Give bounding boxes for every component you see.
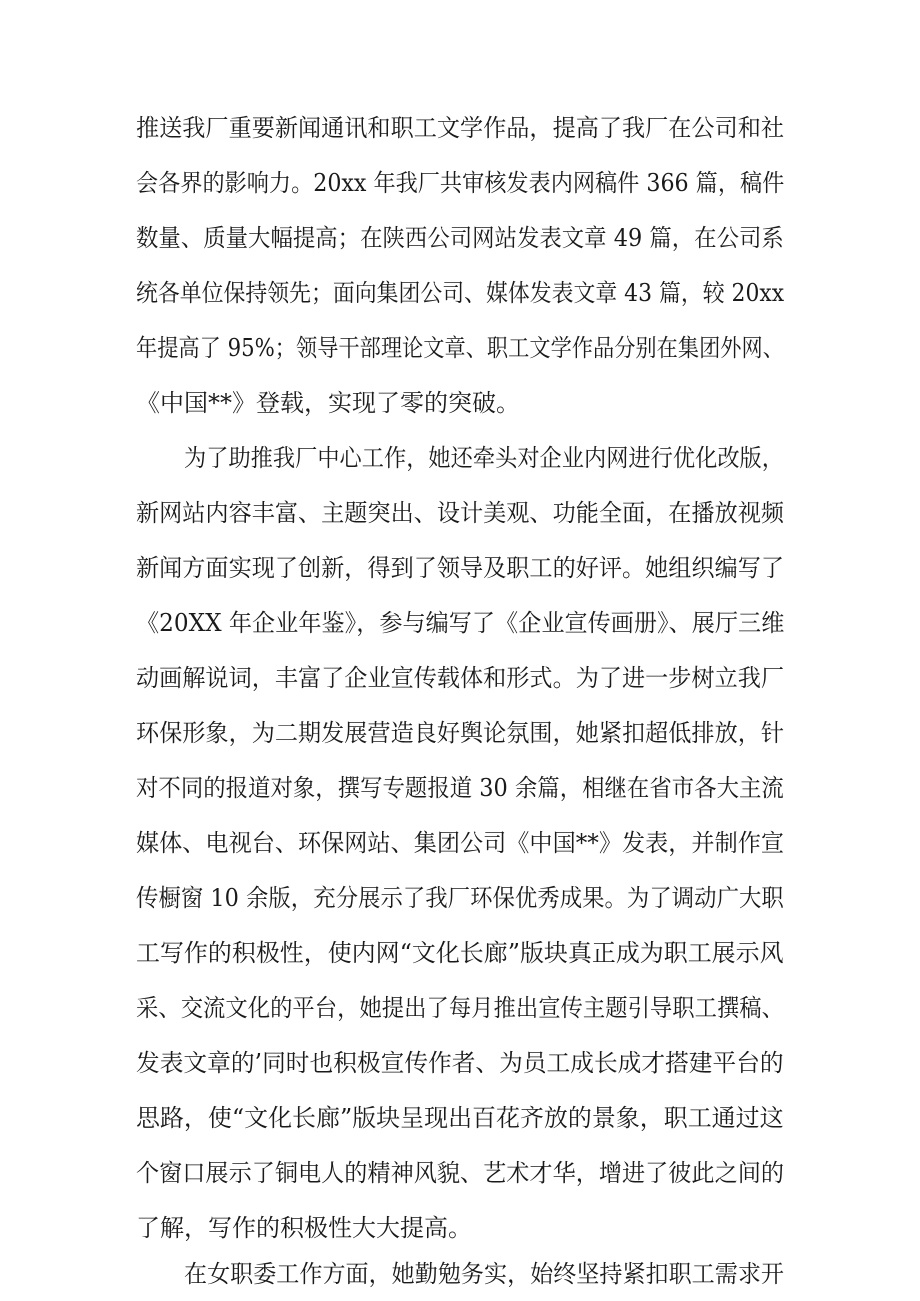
text-line: 思路，使“文化长廊”版块呈现出百花齐放的景象，职工通过这 — [136, 1104, 784, 1132]
text-line: 了解，写作的积极性大大提高。 — [136, 1214, 472, 1242]
text-line: 对不同的报道对象，撰写专题报道 30 余篇，相继在省市各大主流 — [136, 774, 784, 802]
text-line: 动画解说词，丰富了企业宣传载体和形式。为了进一步树立我厂 — [136, 664, 785, 692]
text-line: 新网站内容丰富、主题突出、设计美观、功能全面，在播放视频 — [136, 499, 785, 527]
text-line: 在女职委工作方面，她勤勉务实，始终坚持紧扣职工需求开 — [184, 1260, 784, 1288]
text-line: 媒体、电视台、环保网站、集团公司《中国**》发表，并制作宣 — [136, 829, 785, 857]
text-line: 年提高了 95%；领导干部理论文章、职工文学作品分别在集团外网、 — [136, 334, 784, 362]
text-line: 传橱窗 10 余版，充分展示了我厂环保优秀成果。为了调动广大职 — [136, 884, 784, 912]
text-line: 为了助推我厂中心工作，她还牵头对企业内网进行优化改版， — [184, 444, 784, 472]
text-line: 个窗口展示了铜电人的精神风貌、艺术才华，增进了彼此之间的 — [136, 1159, 785, 1187]
text-line: 《20XX 年企业年鉴》，参与编写了《企业宣传画册》、展厅三维 — [136, 609, 785, 637]
text-line: 采、交流文化的平台，她提出了每月推出宣传主题引导职工撰稿、 — [136, 994, 784, 1022]
text-line: 会各界的影响力。20xx 年我厂共审核发表内网稿件 366 篇，稿件 — [136, 169, 785, 197]
text-line: 数量、质量大幅提高；在陕西公司网站发表文章 49 篇，在公司系 — [136, 224, 784, 252]
text-line: 发表文章的’同时也积极宣传作者、为员工成长成才搭建平台的 — [136, 1049, 784, 1077]
text-line: 《中国**》登载，实现了零的突破。 — [136, 389, 520, 417]
text-line: 推送我厂重要新闻通讯和职工文学作品，提高了我厂在公司和社 — [136, 114, 785, 142]
text-line: 统各单位保持领先；面向集团公司、媒体发表文章 43 篇，较 20xx — [136, 279, 785, 307]
text-line: 新闻方面实现了创新，得到了领导及职工的好评。她组织编写了 — [136, 554, 785, 582]
text-line: 工写作的积极性，使内网“文化长廊”版块真正成为职工展示风 — [136, 939, 784, 967]
text-line: 环保形象，为二期发展营造良好舆论氛围，她紧扣超低排放，针 — [136, 719, 785, 747]
